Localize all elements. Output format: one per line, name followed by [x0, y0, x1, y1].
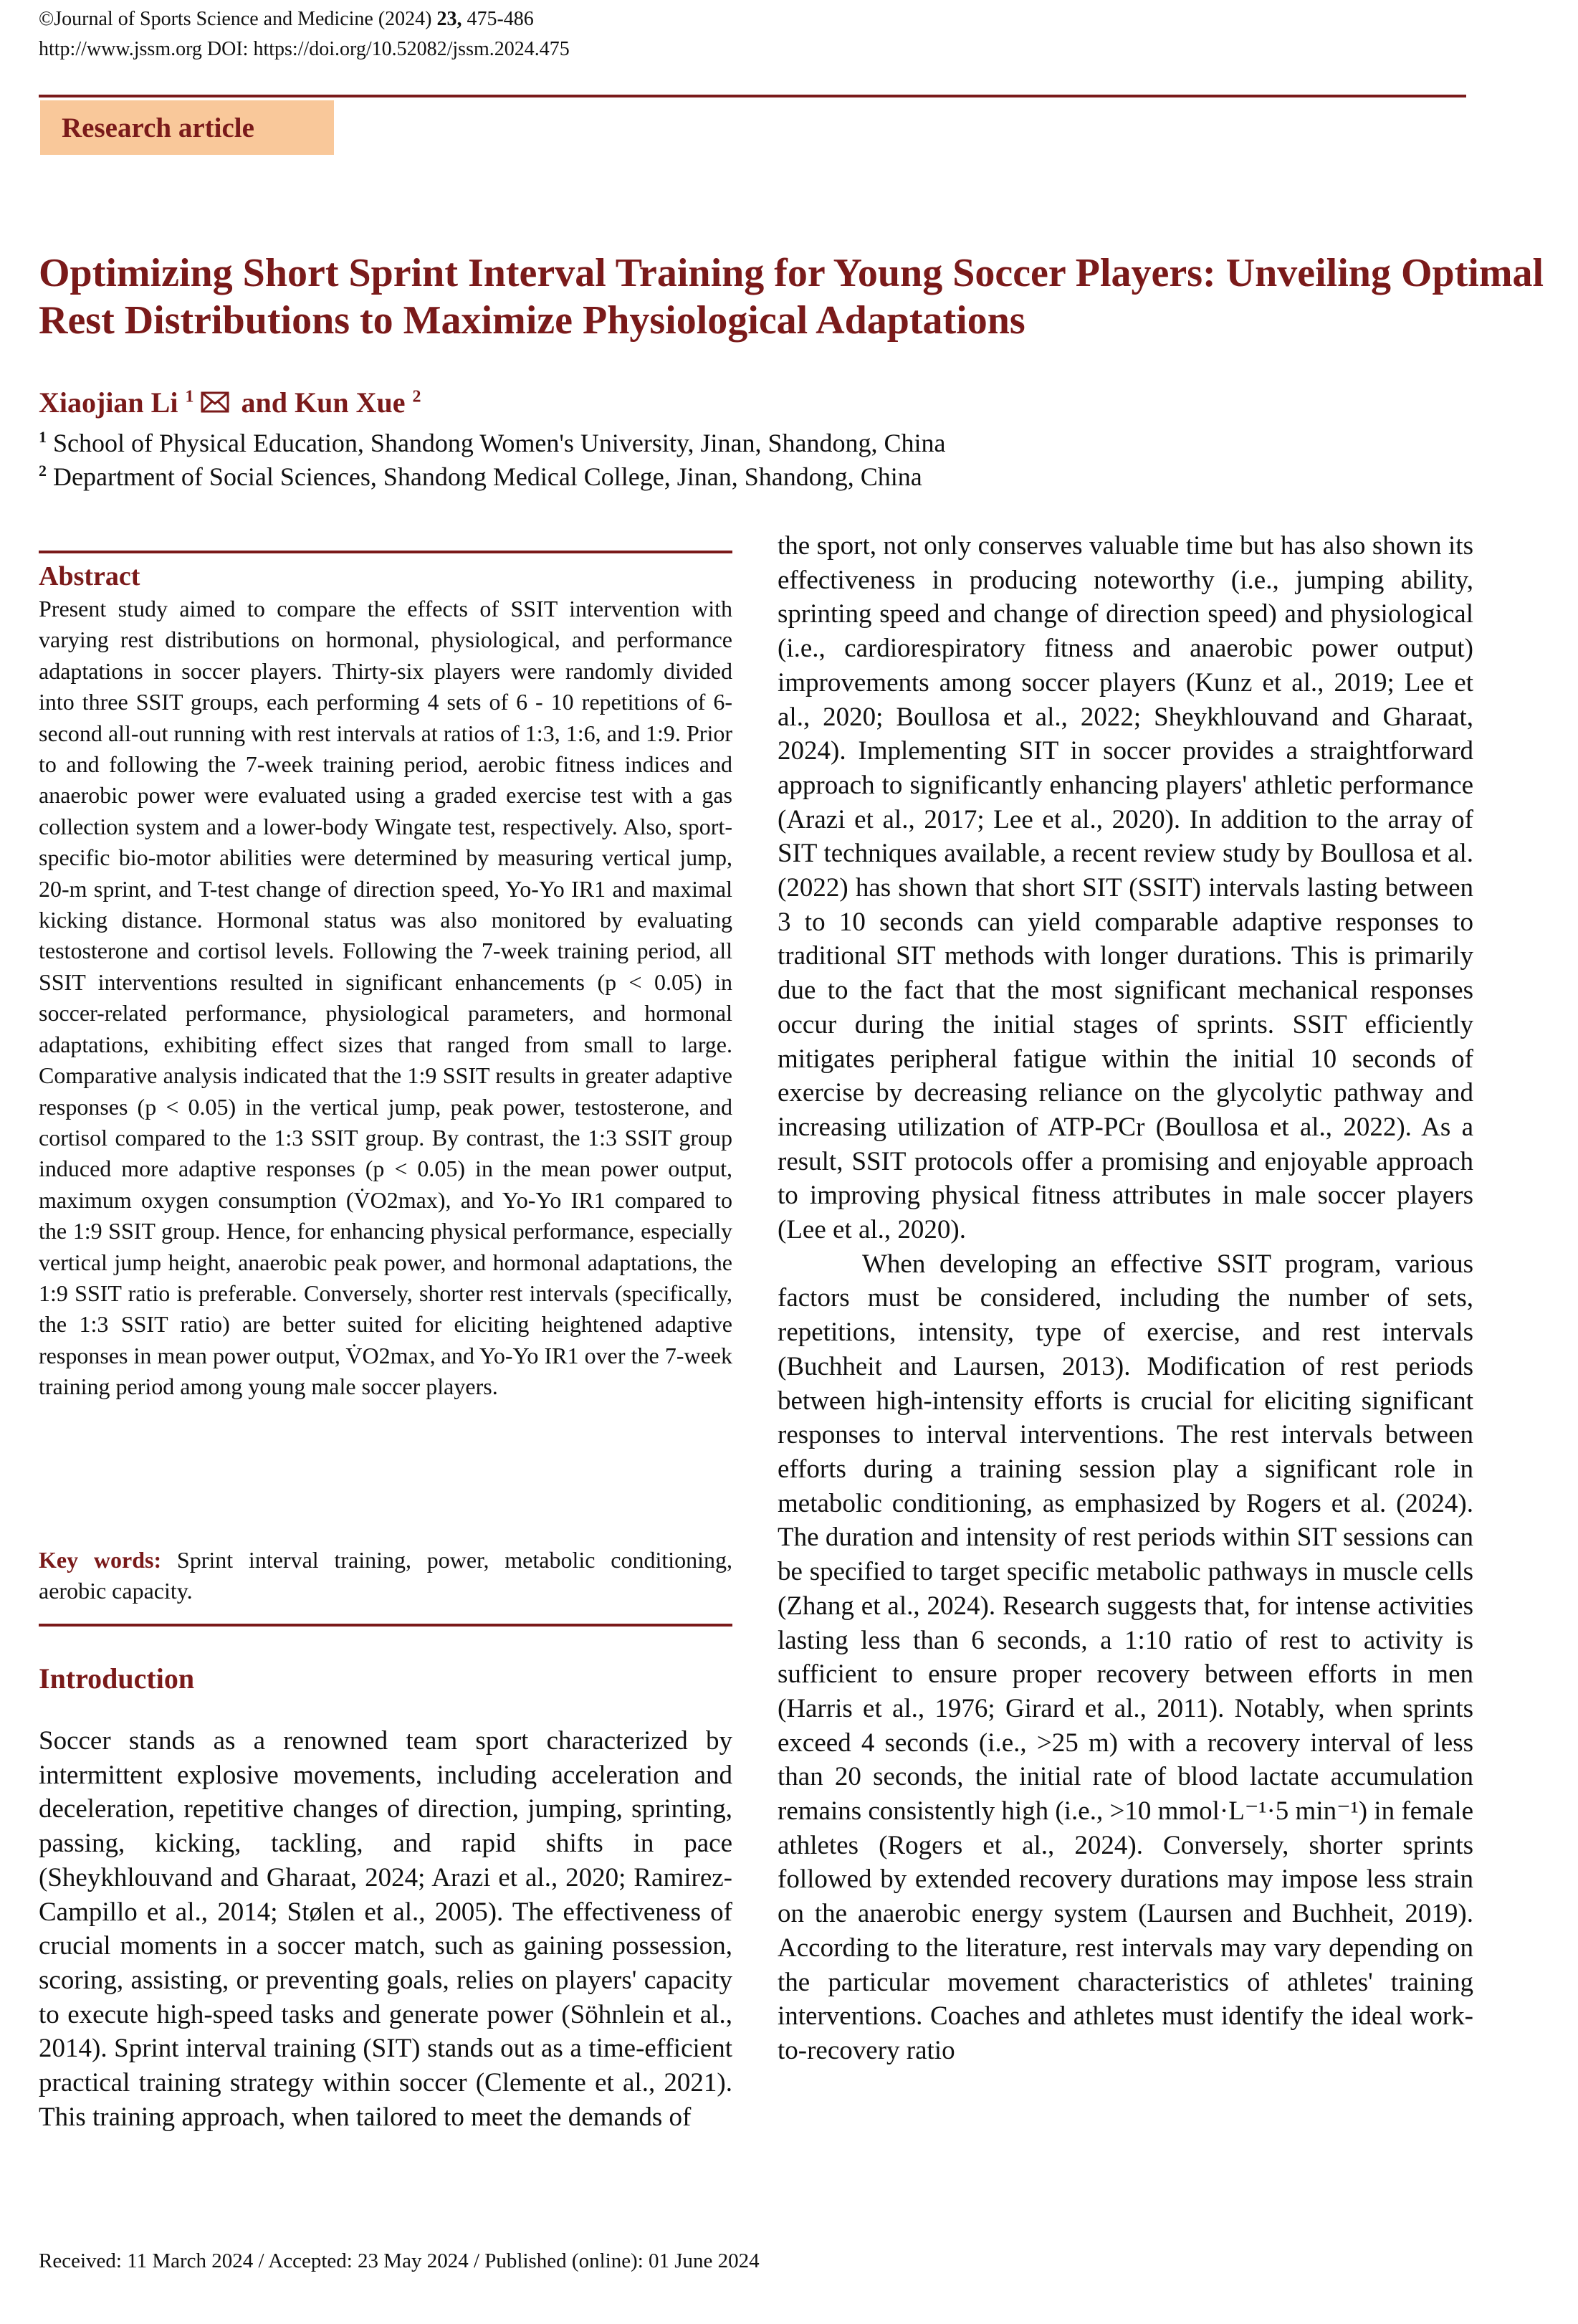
- received-dates: Received: 11 March 2024 / Accepted: 23 May 2024 / Published (online): 01 June 2024: [39, 2249, 760, 2272]
- introduction-left-text: Soccer stands as a renowned team sport characterized by intermittent explosive movements, including acceleration and deceleration, repetitive changes of direction, jumping, sprinting, passing, kicking, tackling, and rapid shifts in pace (Sheykhlouvand and Gharaat, 2024; Arazi et al., 2020; Ramirez-Campillo et al., 2014; Stølen et al., 2005). The effectiveness of crucial moments in a soccer match, such as gaining possession, scoring, assisting, or preventing goals, relies on players' capacity to execute high-speed tasks and generate power (Söhnlein et al., 2014). Sprint interval training (SIT) stands out as a time-efficient practical training strategy within soccer (Clemente et al., 2021). This training approach, when tailored to meet the demands of: [39, 1726, 732, 2132]
- keywords-label: Key words:: [39, 1547, 162, 1573]
- keywords: [39, 1545, 732, 1606]
- keywords-bottom-rule: [39, 1624, 732, 1627]
- introduction-heading: Introduction: [39, 1662, 195, 1695]
- affiliation-1: [39, 422, 945, 459]
- article-type-tag: [40, 100, 334, 155]
- introduction-paragraph-continued: the sport, not only conserves valuable time but has also shown its effectiveness in producing noteworthy (i.e., jumping ability, sprinting speed and change of direction speed) and physiological (i.e., cardiorespiratory fitness and anaerobic power output) improvements among soccer players (Kunz et al., 2019; Lee et al., 2020; Boullosa et al., 2022; Sheykhlouvand and Gharaat, 2024). Implementing SIT in soccer provides a straightforward approach to significantly enhancing players' athletic performance (Arazi et al., 2017; Lee et al., 2020). In addition to the array of SIT techniques available, a recent review study by Boullosa et al. (2022) has shown that short SIT (SSIT) intervals lasting between 3 to 10 seconds can yield comparable adaptive responses to traditional SIT methods with longer durations. This is primarily due to the fact that the most significant mechanical responses occur during the initial stages of sprints. SSIT efficiently mitigates peripheral fatigue within the initial 10 seconds of exercise by decreasing reliance on the glycolytic pathway and increasing utilization of ATP-PCr (Boullosa et al., 2022). As a result, SSIT protocols offer a promising and enjoyable approach to improving physical fitness attributes in male soccer players (Lee et al., 2020).: [778, 531, 1473, 1245]
- article-title: Optimizing Short Sprint Interval Training for Young Soccer Players: Unveiling Optimal Rest Distributions to Maximize Physiological Adaptations: [39, 251, 1544, 343]
- introduction-right-column: [778, 529, 1473, 2068]
- header-rule: [39, 95, 1466, 97]
- journal-name: ©Journal of Sports Science and Medicine (2024): [39, 8, 437, 30]
- abstract-body: Present study aimed to compare the effects of SSIT intervention with varying rest distributions on hormonal, physiological, and performance adaptations in soccer players. Thirty-six players were randomly divided into three SSIT groups, each performing 4 sets of 6 - 10 repetitions of 6-second all-out running with rest intervals at ratios of 1:3, 1:6, and 1:9. Prior to and following the 7-week training period, aerobic fitness indices and anaerobic power were evaluated using a graded exercise test with a gas collection system and a lower-body Wingate test, respectively. Also, sport-specific bio-motor abilities were determined by measuring vertical jump, 20-m sprint, and T-test change of direction speed, Yo-Yo IR1 and maximal kicking distance. Hormonal status was also monitored by evaluating testosterone and cortisol levels. Following the 7-week training period, all SSIT interventions resulted in significant enhancements (p < 0.05) in soccer-related performance, physiological parameters, and hormonal adaptations, exhibiting effect sizes that ranged from small to large. Comparative analysis indicated that the 1:9 SSIT results in greater adaptive responses (p < 0.05) in the vertical jump, peak power, testosterone, and cortisol compared to the 1:3 SSIT group. By contrast, the 1:3 SSIT group induced more adaptive responses (p < 0.05) in the mean power output, maximum oxygen consumption (V̇O2max), and Yo-Yo IR1 compared to the 1:9 SSIT group. Hence, for enhancing physical performance, especially vertical jump height, anaerobic peak power, and hormonal adaptations, the 1:9 SSIT ratio is preferable. Conversely, shorter rest intervals (specifically, the 1:3 SSIT ratio) are better suited for eliciting heightened adaptive responses in mean power output, V̇O2max, and Yo-Yo IR1 over the 7-week training period among young male soccer players.: [39, 596, 732, 1400]
- abstract-heading: Abstract: [39, 561, 140, 591]
- envelope-icon[interactable]: [201, 391, 229, 414]
- author-2-affiliation-number: 2: [412, 387, 421, 406]
- author-line: [39, 386, 421, 419]
- journal-citation-line: [39, 7, 534, 32]
- introduction-paragraph-2: When developing an effective SSIT program, various factors must be considered, including the number of sets, repetitions, intensity, type of exercise, and rest intervals (Buchheit and Laursen, 2013). Modification of rest periods between high-intensity efforts is crucial for eliciting significant responses to interval interventions. The rest intervals between efforts during a training session play a significant role in metabolic conditioning, as emphasized by Rogers et al. (2024). The duration and intensity of rest periods within SIT sessions can be specified to target specific metabolic pathways in muscle cells (Zhang et al., 2024). Research suggests that, for intense activities lasting less than 6 seconds, a 1:10 ratio of rest to activity is sufficient to ensure proper recovery between efforts in men (Harris et al., 1976; Girard et al., 2011). Notably, when sprints exceed 4 seconds (i.e., >25 m) with a recovery interval of less than 20 seconds, the initial rate of blood lactate accumulation remains consistently high (i.e., >10 mmol·L⁻¹·5 min⁻¹) in female athletes (Rogers et al., 2024). Conversely, shorter sprints followed by extended recovery durations may impose less strain on the anaerobic energy system (Laursen and Buchheit, 2019). According to the literature, rest intervals may vary depending on the particular movement characteristics of athletes' training interventions. Coaches and athletes must identify the ideal work-to-recovery ratio: [778, 1249, 1473, 2065]
- author-1-affiliation-number: 1: [185, 387, 194, 406]
- journal-pages: 475-486: [462, 8, 534, 30]
- affiliation-2: [39, 455, 922, 492]
- author-1: Xiaojian Li: [39, 386, 178, 419]
- affiliation-number: 1: [39, 428, 47, 446]
- keywords-text: Sprint interval training, power, metabolic conditioning, aerobic capacity.: [39, 1547, 733, 1604]
- affiliation-number: 2: [39, 462, 47, 480]
- author-connector: and Kun Xue: [234, 386, 406, 419]
- article-type-label: Research article: [62, 113, 254, 143]
- affiliation-text: School of Physical Education, Shandong Women's University, Jinan, Shandong, China: [47, 429, 946, 457]
- abstract-top-rule: [39, 551, 732, 553]
- journal-volume: 23,: [436, 8, 462, 30]
- affiliation-text: Department of Social Sciences, Shandong Medical College, Jinan, Shandong, China: [47, 462, 922, 491]
- doi-line[interactable]: http://www.jssm.org DOI: https://doi.org/10.52082/jssm.2024.475: [39, 38, 570, 60]
